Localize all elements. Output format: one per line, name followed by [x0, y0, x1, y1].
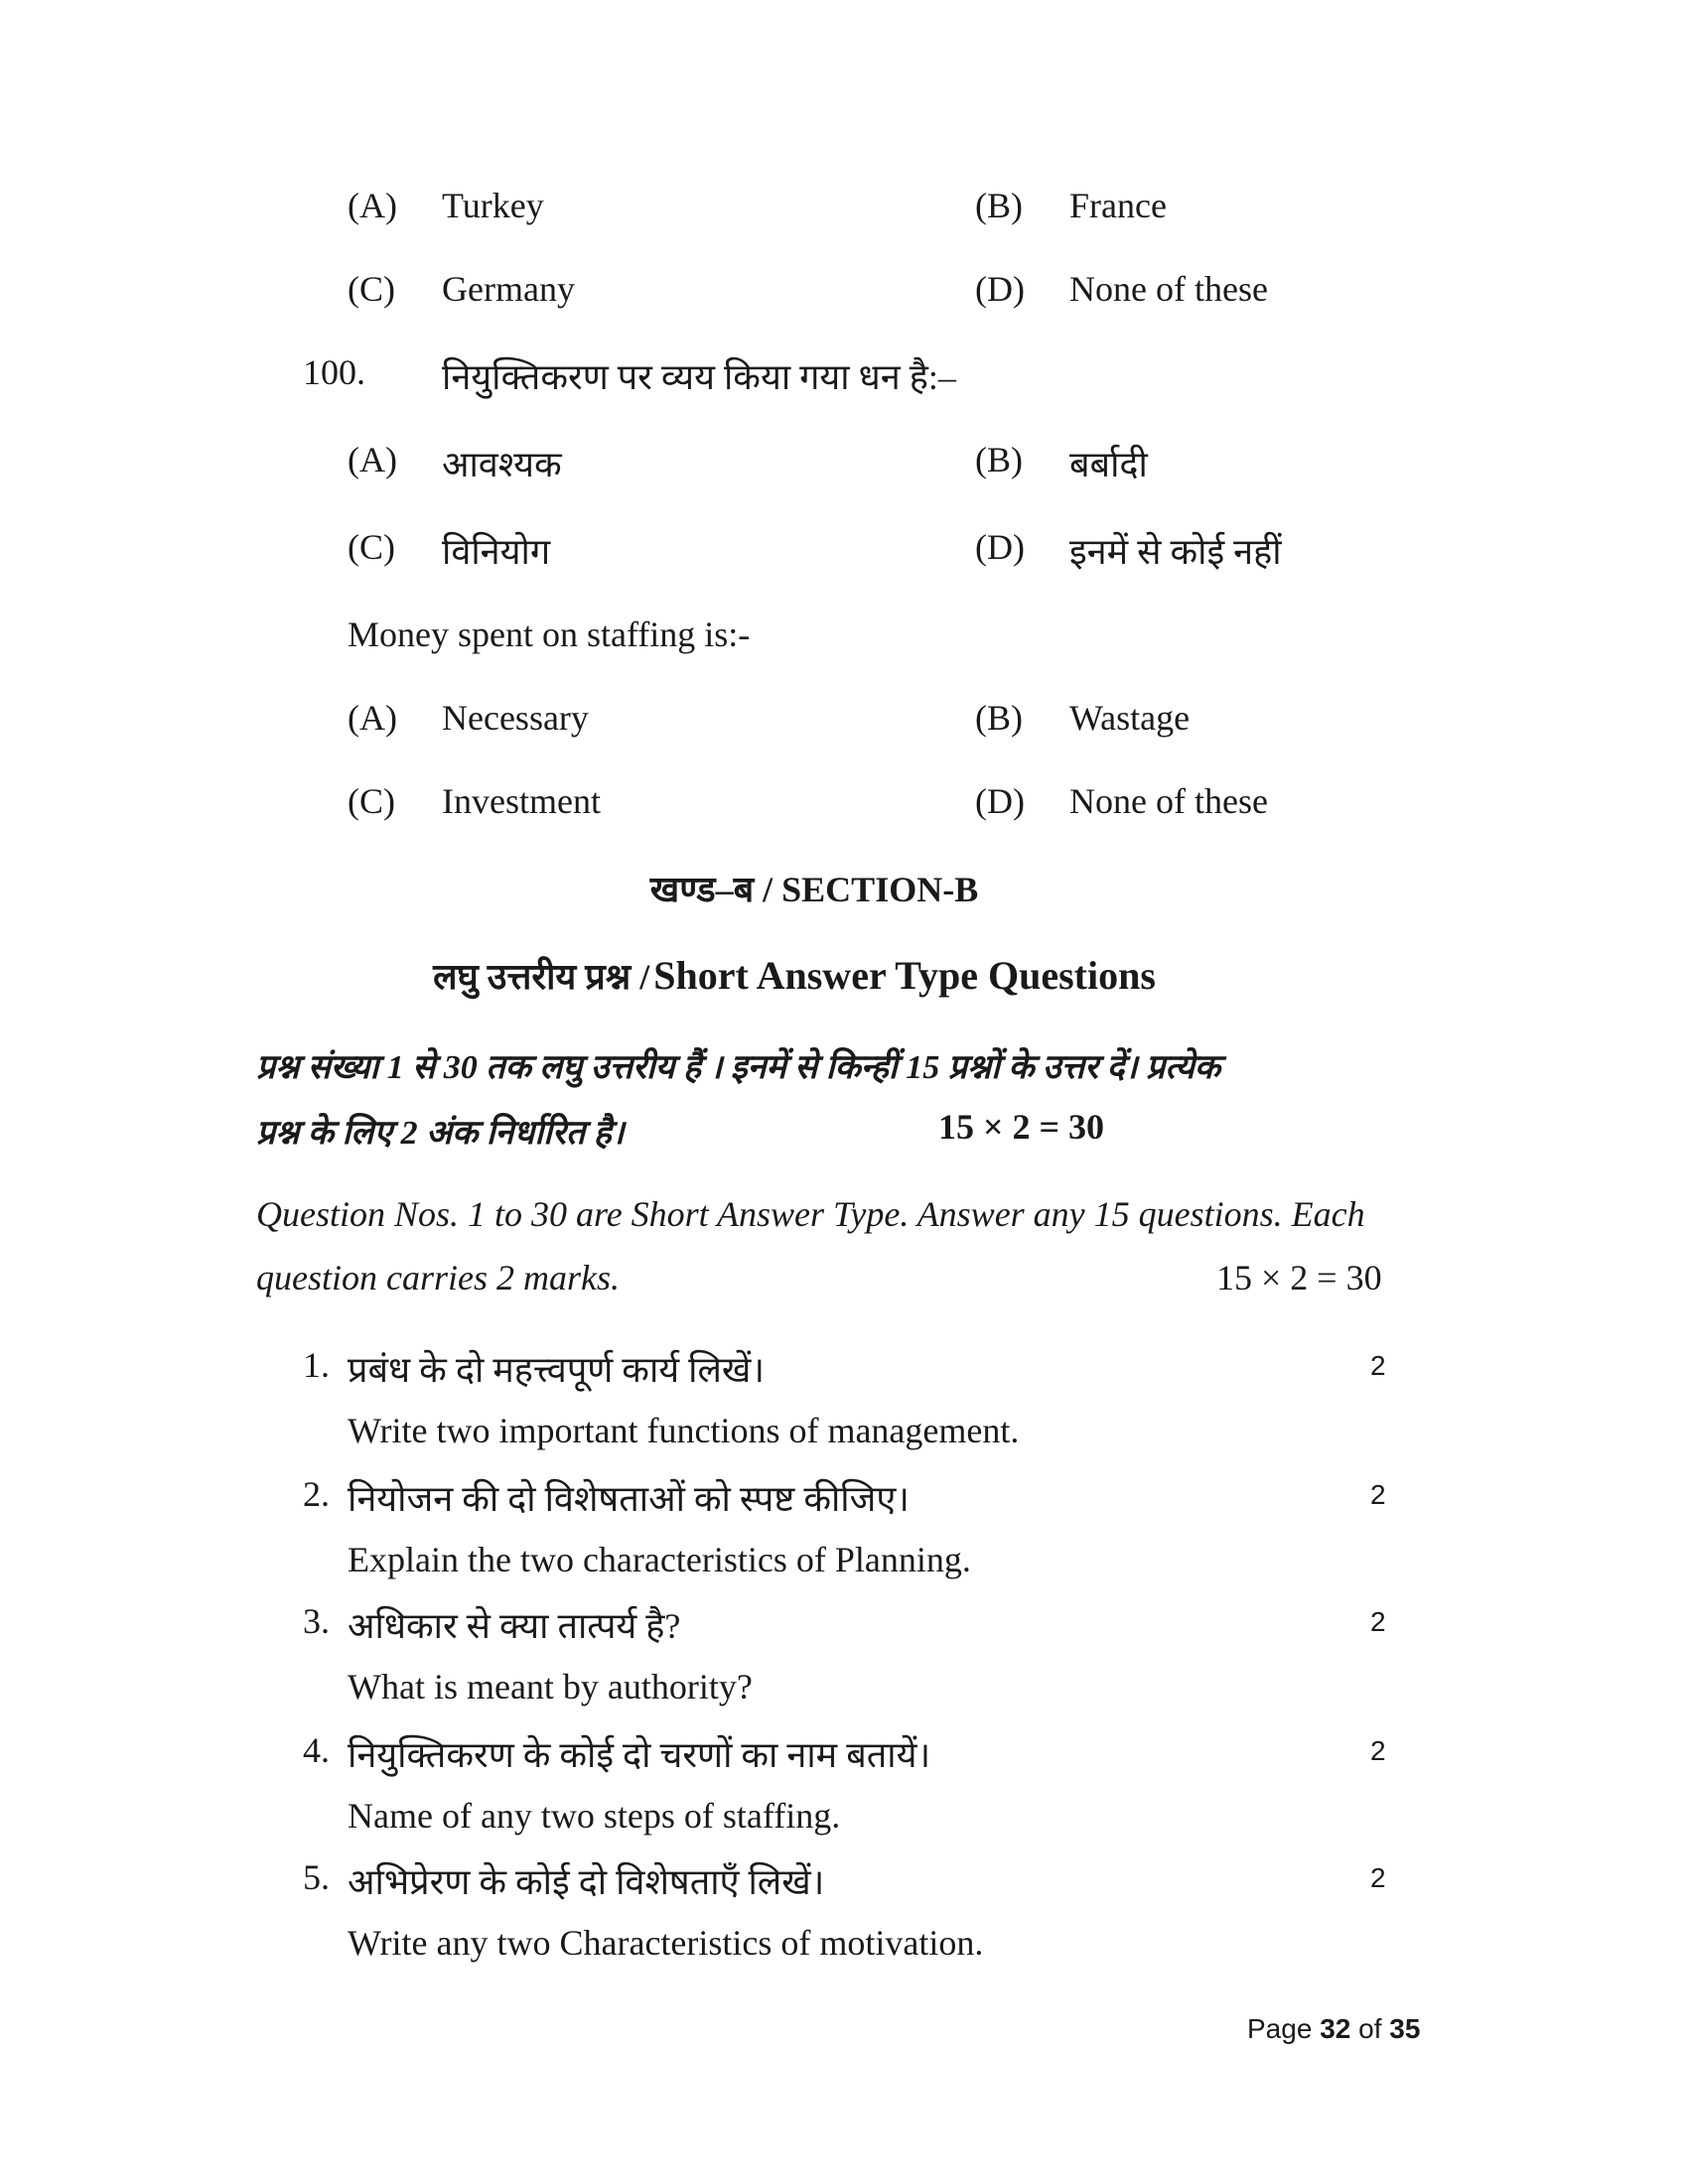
option-text: विनियोग	[442, 532, 551, 572]
option-label: (C)	[348, 269, 395, 309]
section-title: खण्ड–ब / SECTION-B	[649, 870, 979, 909]
question-hindi: नियोजन की दो विशेषताओं को स्पष्ट कीजिए।	[348, 1479, 910, 1519]
question-marks: 2	[1370, 1862, 1386, 1893]
question-number: 1.	[303, 1345, 330, 1385]
question-hindi: अधिकार से क्या तात्पर्य है?	[348, 1606, 681, 1646]
option-text: None of these	[1069, 269, 1268, 309]
page-prefix: Page	[1247, 2013, 1313, 2044]
question-marks: 2	[1370, 1350, 1386, 1381]
question-english: Write any two Characteristics of motivation.	[348, 1923, 984, 1963]
question-hindi: प्रबंध के दो महत्त्वपूर्ण कार्य लिखें।	[348, 1350, 765, 1390]
option-text: आवश्यक	[442, 445, 562, 484]
option-text: Wastage	[1069, 698, 1191, 738]
question-english: Write two important functions of management.	[348, 1411, 1020, 1450]
option-label: (B)	[975, 698, 1023, 738]
question-number: 5.	[303, 1857, 330, 1897]
question-hindi: अभिप्रेरण के कोई दो विशेषताएँ लिखें।	[348, 1862, 825, 1902]
option-text: Investment	[442, 781, 601, 821]
question-number: 4.	[303, 1730, 330, 1770]
question-marks: 2	[1370, 1735, 1386, 1766]
question-number: 3.	[303, 1601, 330, 1641]
question-english: What is meant by authority?	[348, 1667, 753, 1706]
option-label: (A)	[348, 440, 397, 479]
option-label: (D)	[975, 269, 1025, 309]
option-label: (C)	[348, 781, 395, 821]
option-text: None of these	[1069, 781, 1268, 821]
question-number: 2.	[303, 1474, 330, 1514]
question-english: Money spent on staffing is:-	[348, 614, 751, 654]
page-of: of	[1358, 2013, 1382, 2044]
english-instruction-line1: Question Nos. 1 to 30 are Short Answer Type. Answer any 15 questions. Each	[256, 1194, 1365, 1234]
option-text: बर्बादी	[1069, 445, 1148, 484]
english-instruction-line2: question carries 2 marks.	[256, 1258, 620, 1297]
option-text: Turkey	[442, 186, 544, 225]
question-hindi: नियुक्तिकरण के कोई दो चरणों का नाम बतायें।	[348, 1735, 931, 1775]
subtitle-hindi: लघु उत्तरीय प्रश्न /	[433, 957, 650, 997]
question-english: Name of any two steps of staffing.	[348, 1796, 841, 1836]
hindi-marks-formula: 15 × 2 = 30	[938, 1107, 1105, 1147]
option-text: Germany	[442, 269, 575, 309]
option-label: (A)	[348, 186, 397, 225]
option-text: Necessary	[442, 698, 589, 738]
question-marks: 2	[1370, 1606, 1386, 1637]
subtitle-english: Short Answer Type Questions	[653, 953, 1156, 998]
page-current: 32	[1320, 2013, 1351, 2044]
question-hindi: नियुक्तिकरण पर व्यय किया गया धन है:–	[442, 357, 956, 397]
page-total: 35	[1389, 2013, 1421, 2044]
question-marks: 2	[1370, 1479, 1386, 1510]
hindi-instruction-line1: प्रश्न संख्या 1 से 30 तक लघु उत्तरीय हैं । इनमें से किन्हीं 15 प्रश्नों के उत्तर दें। प्रत्येक	[256, 1049, 1221, 1086]
page-footer	[1247, 2013, 1420, 2045]
english-marks-formula: 15 × 2 = 30	[1216, 1258, 1382, 1297]
question-english: Explain the two characteristics of Planning.	[348, 1540, 971, 1579]
option-label: (A)	[348, 698, 397, 738]
option-label: (B)	[975, 440, 1023, 479]
option-text: France	[1069, 186, 1167, 225]
option-label: (B)	[975, 186, 1023, 225]
option-text: इनमें से कोई नहीं	[1069, 532, 1282, 572]
option-label: (D)	[975, 781, 1025, 821]
option-label: (D)	[975, 527, 1025, 567]
hindi-instruction-line2: प्रश्न के लिए 2 अंक निर्धारित है।	[256, 1115, 625, 1152]
question-number: 100.	[303, 352, 365, 392]
option-label: (C)	[348, 527, 395, 567]
section-subtitle	[0, 951, 1589, 1000]
